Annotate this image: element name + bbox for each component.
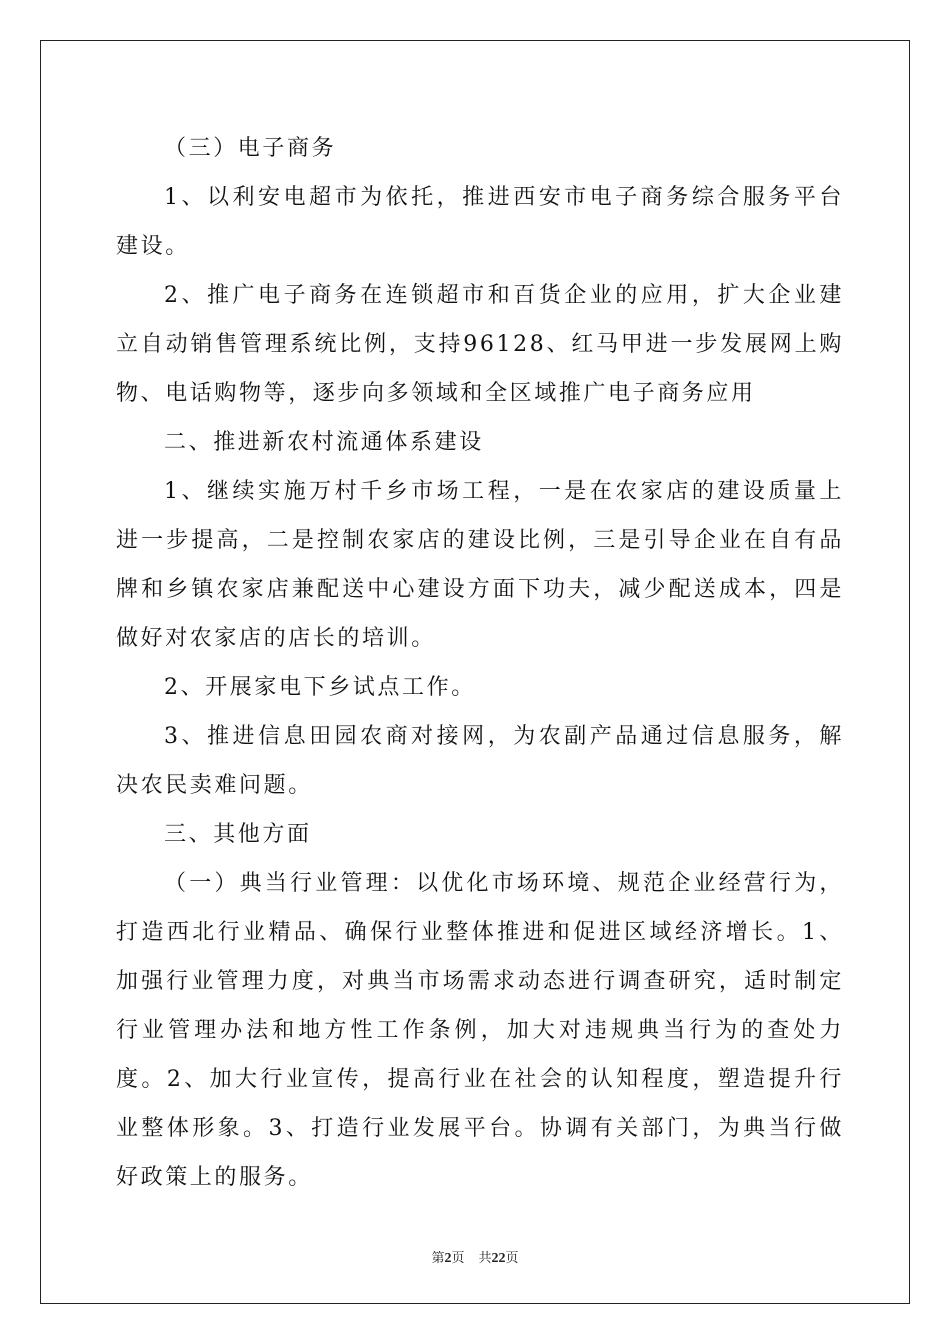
section-heading-ecommerce: （三）电子商务 <box>164 136 337 161</box>
paragraph: 2、推广电子商务在连锁超市和百货企业的应用，扩大企业建立自动销售管理系统比例，支持96128、红马甲进一步发展网上购物、电话购物等，逐步向多领域和全区域推广电子商务应用 <box>116 283 844 406</box>
page-footer <box>0 1247 950 1267</box>
paragraph: 1、继续实施万村千乡市场工程，一是在农家店的建设质量上进一步提高，二是控制农家店的建设比例，三是引导企业在自有品牌和乡镇农家店兼配送中心建设方面下功夫，减少配送成本，四是做好对农家店的店长的培训。 <box>116 479 844 651</box>
paragraph: 3、推进信息田园农商对接网，为农副产品通过信息服务，解决农民卖难问题。 <box>116 724 844 798</box>
paragraph: 1、以利安电超市为依托，推进西安市电子商务综合服务平台建设。 <box>116 185 844 259</box>
total-prefix: 共 <box>478 1251 492 1266</box>
page-number: 2 <box>444 1251 452 1266</box>
paragraph: （一）典当行业管理：以优化市场环境、规范企业经营行为，打造西北行业精品、确保行业整体推进和促进区域经济增长。1、加强行业管理力度，对典当市场需求动态进行调查研究，适时制定行业管理办法和地方性工作条例，加大对违规典当行为的查处力度。2、加大行业宣传，提高行业在社会的认知程度，塑造提升行业整体形象。3、打造行业发展平台。协调有关部门，为典当行做好政策上的服务。 <box>116 871 844 1190</box>
total-pages-label <box>479 1247 519 1267</box>
page-suffix: 页 <box>451 1251 465 1266</box>
total-suffix: 页 <box>505 1251 519 1266</box>
paragraph: 2、开展家电下乡试点工作。 <box>164 675 476 700</box>
page-label <box>431 1247 464 1267</box>
section-heading-rural: 二、推进新农村流通体系建设 <box>164 430 484 455</box>
section-heading-other: 三、其他方面 <box>164 822 312 847</box>
document-body <box>116 124 844 1202</box>
page-prefix: 第 <box>431 1251 445 1266</box>
total-number: 22 <box>491 1251 506 1266</box>
